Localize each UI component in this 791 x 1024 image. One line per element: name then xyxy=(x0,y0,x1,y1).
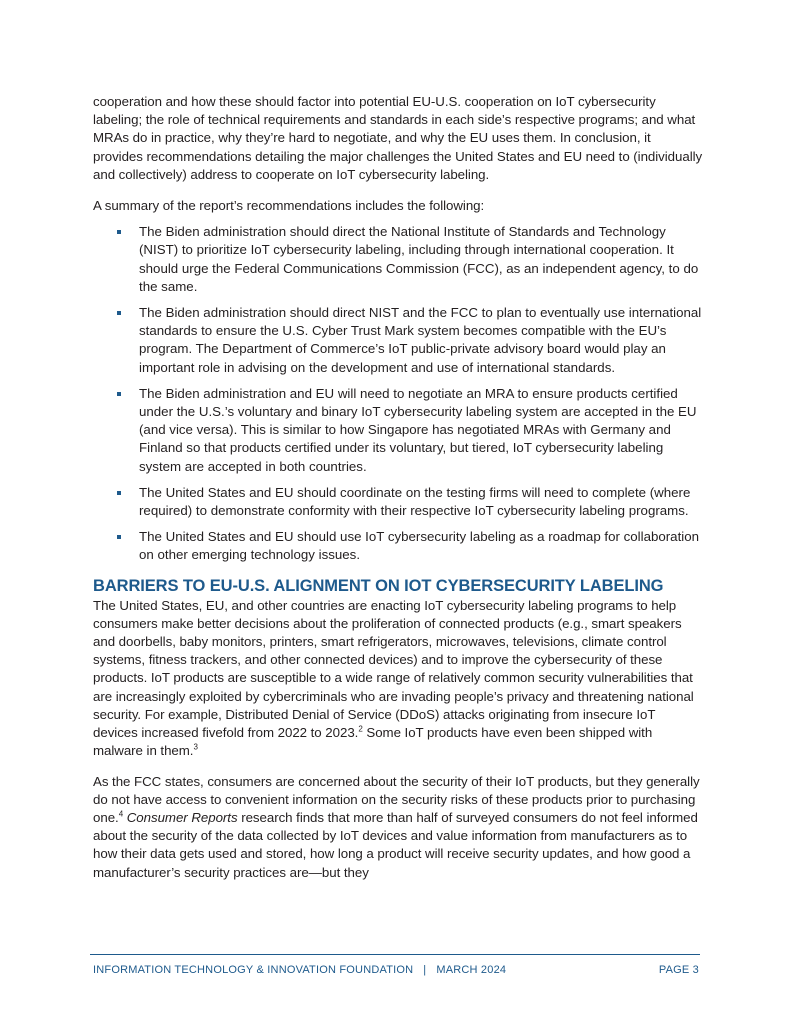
summary-lead: A summary of the report’s recommendations includes the following: xyxy=(93,198,485,214)
list-item-text: The Biden administration should direct the National Institute of Standards and Technology (NIST) to prioritize IoT cybersecurity labeling, including through international cooperation. It should urge the Federal Communications Commission (FCC), as an independent agency, to do the same. xyxy=(139,224,699,294)
list-item xyxy=(93,385,703,476)
footer-page-number: PAGE 3 xyxy=(658,964,699,976)
list-item-text: The Biden administration and EU will need to negotiate an MRA to ensure products certified under the U.S.’s voluntary and binary IoT cybersecurity labeling system are accepted in the EU (and vice versa). This is similar to how Singapore has negotiated MRAs with Germany and Finland so that products certified under its voluntary, but tiered, IoT cybersecurity labeling system are accepted in both countries. xyxy=(139,385,697,474)
barriers-paragraph xyxy=(93,597,703,761)
list-item xyxy=(93,528,703,564)
list-item xyxy=(93,484,703,520)
recommendations-list xyxy=(93,223,703,564)
list-item-text: The Biden administration should direct NIST and the FCC to plan to eventually use international standards to ensure the U.S. Cyber Trust Mark system becomes compatible with the EU’s program. The Department of Commerce’s IoT public-private advisory board would play an important role in advising on the development and use of international standards. xyxy=(139,305,702,375)
footer-divider xyxy=(90,954,700,955)
square-bullet-icon xyxy=(117,392,121,396)
footer-organization: INFORMATION TECHNOLOGY & INNOVATION FOUNDATION xyxy=(93,964,414,976)
fcc-text: As the FCC states, consumers are concerned about the security of their IoT products, but they generally do not have access to convenient information on the security risks of these products prior to purchasing one. xyxy=(93,773,700,825)
fcc-paragraph xyxy=(93,773,703,882)
footer-date: MARCH 2024 xyxy=(436,964,507,976)
list-item-text: The United States and EU should use IoT cybersecurity labeling as a roadmap for collaboration on other emerging technology issues. xyxy=(139,529,700,563)
barriers-tail-text: Some IoT products have even been shipped with malware in them. xyxy=(93,725,653,759)
footer-left xyxy=(93,964,506,976)
footer-separator: | xyxy=(423,964,427,976)
footnote-ref-4[interactable]: 4 xyxy=(118,809,124,819)
square-bullet-icon xyxy=(117,311,121,315)
square-bullet-icon xyxy=(117,230,121,234)
square-bullet-icon xyxy=(117,491,121,495)
intro-paragraph: cooperation and how these should factor into potential EU-U.S. cooperation on IoT cybersecurity labeling; the role of technical requirements and standards in each side’s respective programs; and what MRAs do in practice, why they’re hard to negotiate, and why the EU uses them. In conclusion, it provides recommendations detailing the major challenges the United States and EU need to (individually and collectively) address to cooperate on IoT cybersecurity labeling. xyxy=(93,94,703,182)
footnote-ref-2[interactable]: 2 xyxy=(358,724,363,734)
page-body xyxy=(93,93,703,882)
footnote-ref-3[interactable]: 3 xyxy=(193,742,198,752)
publication-title: Consumer Reports xyxy=(126,809,238,825)
section-heading: BARRIERS TO EU-U.S. ALIGNMENT ON IOT CYBERSECURITY LABELING xyxy=(93,576,664,595)
square-bullet-icon xyxy=(117,535,121,539)
list-item xyxy=(93,223,703,296)
fcc-text-continued: research finds that more than half of surveyed consumers do not feel informed about the security of the data collected by IoT devices and value information from manufacturers as to how their data gets used and stored, how long a product will receive security updates, and how good a manufacturer’s security practices are—but they xyxy=(93,809,698,880)
page-footer xyxy=(93,964,699,976)
barriers-text: The United States, EU, and other countries are enacting IoT cybersecurity labeling programs to help consumers make better decisions about the proliferation of connected products (e.g., smart speakers and doorbells, baby monitors, printers, smart refrigerators, microwaves, televisions, climate control systems, fitness trackers, and other connected devices) and to improve the cybersecurity of these products. IoT products are susceptible to a wide range of relatively common security vulnerabilities that are increasingly exploited by cybercriminals who are invading people’s privacy and threatening national security. For example, Distributed Denial of Service (DDoS) attacks originating from insecure IoT devices increased fivefold from 2022 to 2023. xyxy=(93,597,694,741)
list-item xyxy=(93,304,703,377)
list-item-text: The United States and EU should coordinate on the testing firms will need to complete (where required) to demonstrate conformity with their respective IoT cybersecurity labeling programs. xyxy=(139,484,691,519)
